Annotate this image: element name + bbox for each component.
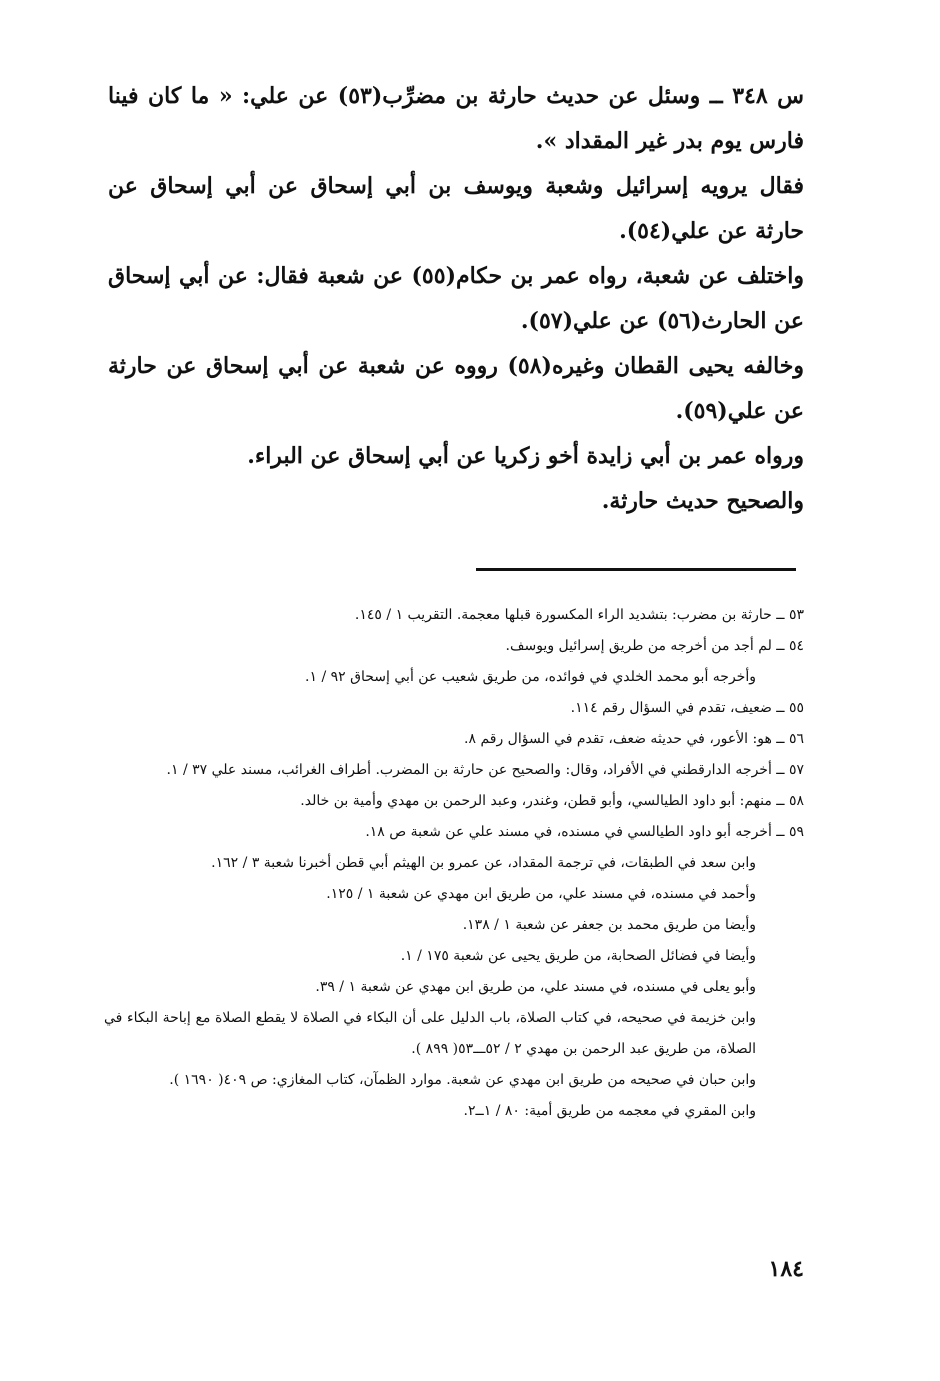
main-text	[108, 74, 804, 524]
footnote-continuation: وأخرجه أبو محمد الخلدي في فوائده، من طريق شعيب عن أبي إسحاق ٩٢ / ١.	[305, 669, 756, 685]
footnote-continuation: وأبو يعلى في مسنده، في مسند علي، من طريق ابن مهدي عن شعبة ١ / ٣٩.	[315, 979, 756, 995]
answer-paragraph: فقال يرويه إسرائيل وشعبة ويوسف بن أبي إسحاق عن أبي إسحاق عن حارثة عن علي(٥٤).	[108, 173, 804, 244]
footnote: ٥٥ ــ ضعيف، تقدم في السؤال رقم ١١٤.	[570, 700, 804, 716]
footnote: ٥٦ ــ هو: الأعور، في حديثه ضعف، تقدم في السؤال رقم ٨.	[464, 731, 804, 747]
footnote: ٥٨ ــ منهم: أبو داود الطيالسي، وأبو قطن، وغندر، وعبد الرحمن بن مهدي وأمية بن خالد.	[300, 793, 804, 809]
answer-paragraph: ورواه عمر بن أبي زايدة أخو زكريا عن أبي إسحاق عن البراء.	[247, 443, 804, 469]
question-paragraph: س ٣٤٨ ــ وسئل عن حديث حارثة بن مضرِّب(٥٣) عن علي: « ما كان فينا فارس يوم بدر غير المقداد ».	[108, 83, 804, 154]
footnote-continuation: وأيضا في فضائل الصحابة، من طريق يحيى عن شعبة ١٧٥ / ١.	[400, 948, 756, 964]
footnote-continuation: وابن حبان في صحيحه من طريق ابن مهدي عن شعبة. موارد الظمآن، كتاب المغازي: ص ٤٠٩( ١٦٩٠ ).	[169, 1072, 756, 1088]
footnote-continuation: وابن خزيمة في صحيحه، في كتاب الصلاة، باب الدليل على أن البكاء في الصلاة لا يقطع الصلاة مع إباحة البكاء في الصلاة، من طريق عبد الرحمن بن مهدي ٢ / ٥٢ـــ٥٣( ٨٩٩ ).	[104, 1010, 756, 1057]
footnote-continuation: وأحمد في مسنده، في مسند علي، من طريق ابن مهدي عن شعبة ١ / ١٢٥.	[326, 886, 756, 902]
footnotes	[104, 600, 804, 1127]
footnote: ٥٧ ــ أخرجه الدارقطني في الأفراد، وقال: والصحيح عن حارثة بن المضرب. أطراف الغرائب، مسند علي ٣٧ / ١.	[166, 762, 804, 778]
footnote: ٥٤ ــ لم أجد من أخرجه من طريق إسرائيل ويوسف.	[505, 638, 804, 654]
footnote: ٥٩ ــ أخرجه أبو داود الطيالسي في مسنده، في مسند علي عن شعبة ص ١٨.	[365, 824, 804, 840]
answer-paragraph: واختلف عن شعبة، رواه عمر بن حكام(٥٥) عن شعبة فقال: عن أبي إسحاق عن الحارث(٥٦) عن علي(٥٧).	[108, 263, 805, 334]
footnote-continuation: وابن سعد في الطبقات، في ترجمة المقداد، عن عمرو بن الهيثم أبي قطن أخبرنا شعبة ٣ / ١٦٢.	[211, 855, 756, 871]
footnote-continuation: وابن المقري في معجمه من طريق أمية: ٨٠ / ١ــ٢.	[463, 1103, 756, 1119]
conclusion-paragraph: والصحيح حديث حارثة.	[601, 488, 804, 514]
footnote-continuation: وأيضا من طريق محمد بن جعفر عن شعبة ١ / ١٣٨.	[462, 917, 756, 933]
footnote: ٥٣ ــ حارثة بن مضرب: بتشديد الراء المكسورة قبلها معجمة. التقريب ١ / ١٤٥.	[354, 607, 804, 623]
answer-paragraph: وخالفه يحيى القطان وغيره(٥٨) رووه عن شعبة عن أبي إسحاق عن حارثة عن علي(٥٩).	[108, 353, 804, 424]
footnote-divider	[476, 568, 796, 571]
page-number: ١٨٤	[768, 1256, 804, 1282]
